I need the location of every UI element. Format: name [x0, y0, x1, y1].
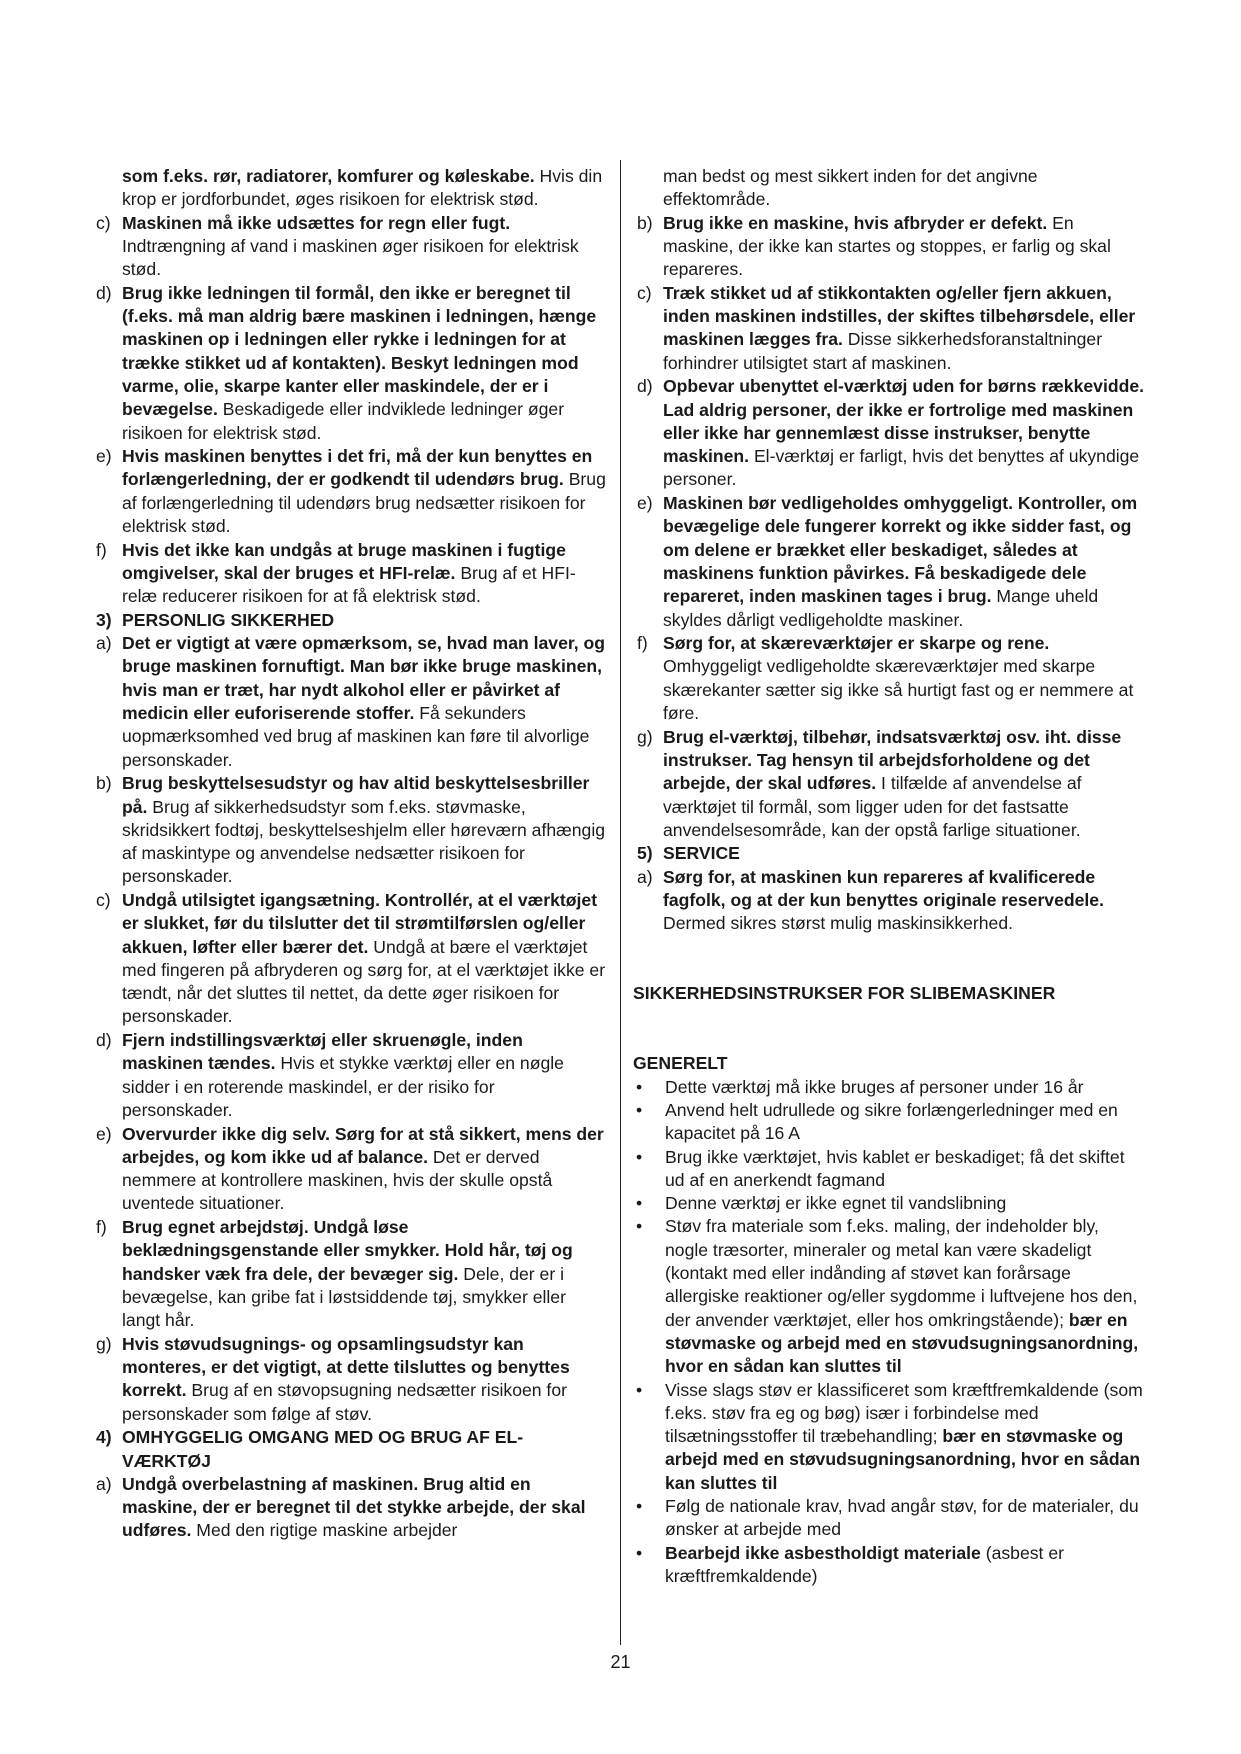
bullet-item: • Følg de nationale krav, hvad angår støv, for de materialer, du ønsker at arbejde med [636, 1496, 1139, 1540]
list-item: c) Undgå utilsigtet igangsætning. Kontrollér, at el værktøjet er slukket, før du tilslutter det til strømtilførslen og/eller akkuen, løfter eller bærer det. Undgå at bære el værktøjet med fingeren på afbryderen og sørg for, at el værktøjet ikke er tændt, når det sluttes til nettet, da dette øger risikoen for personskader. [96, 889, 606, 1027]
section-heading-tool-care: 4) OMHYGGELIG OMGANG MED OG BRUG AF EL-VÆRKTØJ [96, 1427, 524, 1471]
page-number: 21 [610, 1652, 631, 1672]
list-item: e) Overvurder ikke dig selv. Sørg for at stå sikkert, mens der arbejdes, og kom ikke ud af balance. Det er derved nemmere at kontrollere maskinen, hvis der skulle opstå uventede situationer. [96, 1123, 604, 1214]
bullet-item: • Denne værktøj er ikke egnet til vandslibning [636, 1193, 1007, 1214]
bullet-item: • Støv fra materiale som f.eks. maling, der indeholder bly, nogle træsorter, mineraler og metal kan være skadeligt (kontakt med eller indånding af støvet kan forårsage allergiske reaktioner og/eller sygdomme i luftvejene hos den, der anvender værktøjet, eller hos omkringstående); bær en støvmaske og arbejd med en støvudsugningsanordning, hvor en sådan kan sluttes til [636, 1216, 1139, 1377]
list-item: e) Hvis maskinen benyttes i det fri, må der kun benyttes en forlængerledning, der er godkendt til udendørs brug. Brug af forlængerledning til udendørs brug nedsætter risikoen for elektrisk stød. [96, 446, 606, 537]
list-item: g) Hvis støvudsugnings- og opsamlingsudstyr kan monteres, er det vigtigt, at dette tilsluttes og benyttes korrekt. Brug af en støvopsugning nedsætter risikoen for personskader som følge af støv. [96, 1333, 570, 1424]
list-item: e) Maskinen bør vedligeholdes omhyggeligt. Kontroller, om bevægelige dele fungerer korrekt og ikke sidder fast, og om delene er brækket eller beskadiget, således at maskinens funktion påvirkes. Få beskadigede dele repareret, inden maskinen tages i brug. Mange uheld skyldes dårligt vedligeholdte maskiner. [637, 493, 1138, 630]
bullet-item: • Brug ikke værktøjet, hvis kablet er beskadiget; få det skiftet ud af en anerkendt fagmand [636, 1146, 1125, 1190]
list-item: a) Undgå overbelastning af maskinen. Brug altid en maskine, der er beregnet til det stykke arbejde, der skal udføres. Med den rigtige maskine arbejder [96, 1473, 586, 1541]
section-heading-service: 5) SERVICE [637, 843, 740, 864]
left-column [92, 165, 607, 1543]
list-item: a) Sørg for, at maskinen kun repareres af kvalificerede fagfolk, og at der kun benyttes originale reservedele. Dermed sikres størst mulig maskinsikkerhed. [637, 866, 1104, 934]
list-item: c) Maskinen må ikke udsættes for regn eller fugt. Indtrængning af vand i maskinen øger risikoen for elektrisk stød. [96, 212, 579, 280]
list-item: d) Brug ikke ledningen til formål, den ikke er beregnet til (f.eks. må man aldrig bære maskinen i ledningen, hænge maskinen op i ledningen eller rykke i ledningen for at trække stikket ud af kontakten). Beskyt ledningen mod varme, olie, skarpe kanter eller maskindele, der er i bevægelse. Beskadigede eller indviklede ledninger øger risikoen for elektrisk stød. [96, 282, 597, 443]
bullet-item: • Visse slags støv er klassificeret som kræftfremkaldende (som f.eks. støv fra eg og bøg) især i forbindelse med tilsætningsstoffer til træbehandling; bær en støvmaske og arbejd med en støvudsugningsanordning, hvor en sådan kan sluttes til [636, 1379, 1143, 1493]
continued-paragraph: som f.eks. rør, radiatorer, komfurer og køleskabe. Hvis din krop er jordforbundet, øges risikoen for elektrisk stød. [122, 166, 603, 210]
section-heading-personal-safety: 3) PERSONLIG SIKKERHED [96, 609, 335, 630]
list-item: f) Hvis det ikke kan undgås at bruge maskinen i fugtige omgivelser, skal der bruges et HFI-relæ. Brug af et HFI-relæ reducerer risikoen for at få elektrisk stød. [96, 539, 576, 607]
sanding-safety-heading: SIKKERHEDSINSTRUKSER FOR SLIBEMASKINER [633, 983, 1056, 1004]
list-item: f) Brug egnet arbejdstøj. Undgå løse beklædningsgenstande eller smykker. Hold hår, tøj og handsker væk fra dele, der bevæger sig. Dele, der er i bevægelse, kan gribe fat i løstsiddende tøj, smykker eller langt hår. [96, 1217, 573, 1331]
list-item: b) Brug ikke en maskine, hvis afbryder er defekt. En maskine, der ikke kan startes og stoppes, er farlig og skal repareres. [637, 212, 1111, 280]
list-item: c) Træk stikket ud af stikkontakten og/eller fjern akkuen, inden maskinen indstilles, der skiftes tilbehørsdele, eller maskinen lægges fra. Disse sikkerhedsforanstaltninger forhindrer utilsigtet start af maskinen. [637, 282, 1136, 373]
continued-paragraph: man bedst og mest sikkert inden for det angivne effektområde. [663, 166, 1038, 210]
general-heading: GENERELT [633, 1053, 728, 1074]
right-column [633, 165, 1145, 1588]
list-item: f) Sørg for, at skæreværktøjer er skarpe og rene. Omhyggeligt vedligeholdte skæreværktøjer med skarpe skærekanter sætter sig ikke så hurtigt fast og er nemmere at føre. [637, 633, 1134, 724]
list-item: g) Brug el-værktøj, tilbehør, indsatsværktøj osv. iht. disse instrukser. Tag hensyn til arbejdsforholdene og det arbejde, der skal udføres. I tilfælde af anvendelse af værktøjet til formål, som ligger uden for det fastsatte anvendelsesområde, kan der opstå farlige situationer. [637, 726, 1122, 840]
bullet-item: • Bearbejd ikke asbestholdigt materiale (asbest er kræftfremkaldende) [636, 1542, 1064, 1586]
list-item: b) Brug beskyttelsesudstyr og hav altid beskyttelsesbriller på. Brug af sikkerhedsudstyr som f.eks. støvmaske, skridsikkert fodtøj, beskyttelseshjelm eller høreværn afhængig af maskintype og anvendelse nedsætter risikoen for personskader. [96, 773, 606, 887]
list-item: d) Fjern indstillingsværktøj eller skruenøgle, inden maskinen tændes. Hvis et stykke værktøj eller en nøgle sidder i en roterende maskindel, er der risiko for personskader. [96, 1030, 564, 1120]
list-item: d) Opbevar ubenyttet el-værktøj uden for børns rækkevidde. Lad aldrig personer, der ikke er fortrolige med maskinen eller ikke har gennemlæst disse instrukser, benytte maskinen. El-værktøj er farligt, hvis det benyttes af ukyndige personer. [637, 376, 1145, 490]
list-item: a) Det er vigtigt at være opmærksom, se, hvad man laver, og bruge maskinen fornuftigt. Man bør ikke bruge maskinen, hvis man er træt, har nydt alkohol eller er påvirket af medicin eller euforiserende stoffer. Få sekunders uopmærksomhed ved brug af maskinen kan føre til alvorlige personskader. [96, 633, 606, 770]
bullet-item: • Dette værktøj må ikke bruges af personer under 16 år [636, 1076, 1084, 1097]
bullet-item: • Anvend helt udrullede og sikre forlængerledninger med en kapacitet på 16 A [636, 1099, 1118, 1144]
column-divider [620, 160, 621, 1645]
